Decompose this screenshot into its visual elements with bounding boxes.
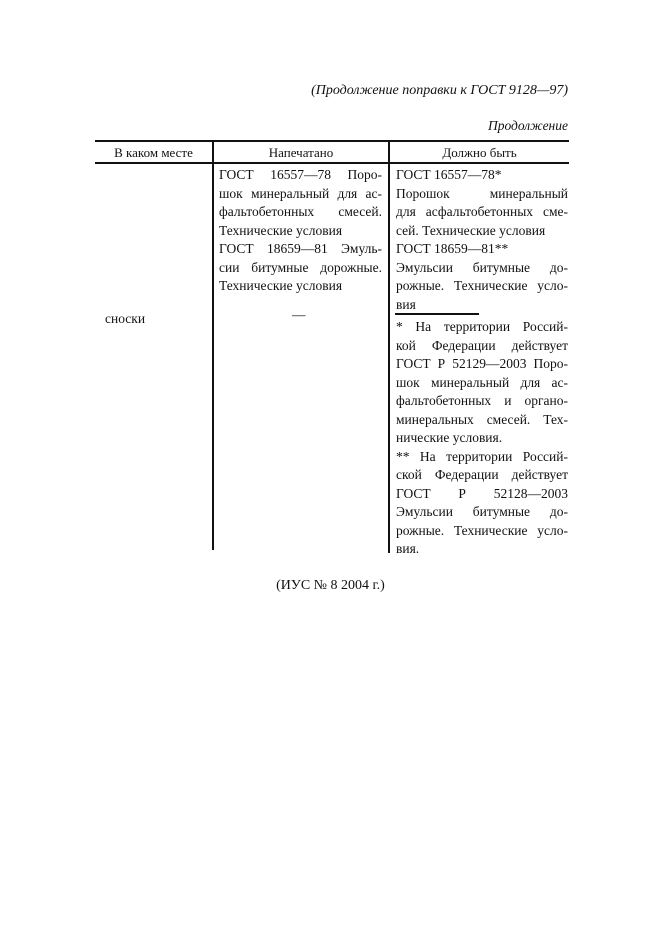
printed-line: фальтобетонных смесей. [219,204,382,219]
printed-line: шок минеральный для ас- [219,185,382,201]
footnote-line: ** На территории Россий- [396,448,568,464]
ius-reference: (ИУС № 8 2004 г.) [276,578,385,593]
correct-line: сей. Технические условия [396,222,546,238]
footnote-cell [396,318,568,559]
footnote-separator [395,313,479,315]
continuation-label: Продолжение [487,118,568,133]
column-header-printed: Напечатано [268,145,334,160]
footnote-line: нические условия. [396,430,503,445]
printed-cell [219,166,382,296]
printed-line: Технические условия [219,278,343,293]
row-location-cell: сноски [105,311,146,326]
footnote-line: вия. [396,541,420,556]
correct-line: для асфальтобетонных сме- [396,204,568,219]
footnote-line: ГОСТ Р 52128—2003 [396,485,568,501]
correct-line: Эмульсии битумные до- [396,259,568,275]
correct-cell [396,166,568,314]
correct-line: вия [396,296,416,312]
footnote-line: кой Федерации действует [396,337,568,353]
document-reference-header: (Продолжение поправки к ГОСТ 9128—97) [311,83,568,98]
footnote-line: минеральных смесей. Тех- [396,411,568,427]
correct-line: рожные. Технические усло- [396,278,568,293]
footnote-line: * На территории Россий- [396,319,568,334]
printed-line: сии битумные дорожные. [219,259,382,275]
printed-line: ГОСТ 18659—81 Эмуль- [219,241,382,256]
column-divider-2 [388,140,390,553]
footnote-line: ской Федерации действует [396,467,568,482]
column-header-should-be: Должно быть [442,145,517,160]
footnote-line: ГОСТ Р 52129—2003 Поро- [396,356,568,371]
footnote-line: фальтобетонных и органо- [396,393,568,408]
correct-line: Порошок минеральный [396,185,568,201]
footnote-line: рожные. Технические усло- [396,522,568,538]
correct-line: ГОСТ 16557—78* [396,167,502,182]
correct-line: ГОСТ 18659—81** [396,241,509,256]
printed-line: Технические условия [219,222,343,238]
column-divider-1 [212,140,214,550]
table-header-rule [95,162,569,164]
printed-dash: — [292,307,306,322]
column-header-location: В каком месте [114,145,193,160]
footnote-line: Эмульсии битумные до- [396,504,568,519]
footnote-line: шок минеральный для ас- [396,374,568,390]
printed-line: ГОСТ 16557—78 Поро- [219,167,382,182]
table-top-rule [95,140,569,142]
